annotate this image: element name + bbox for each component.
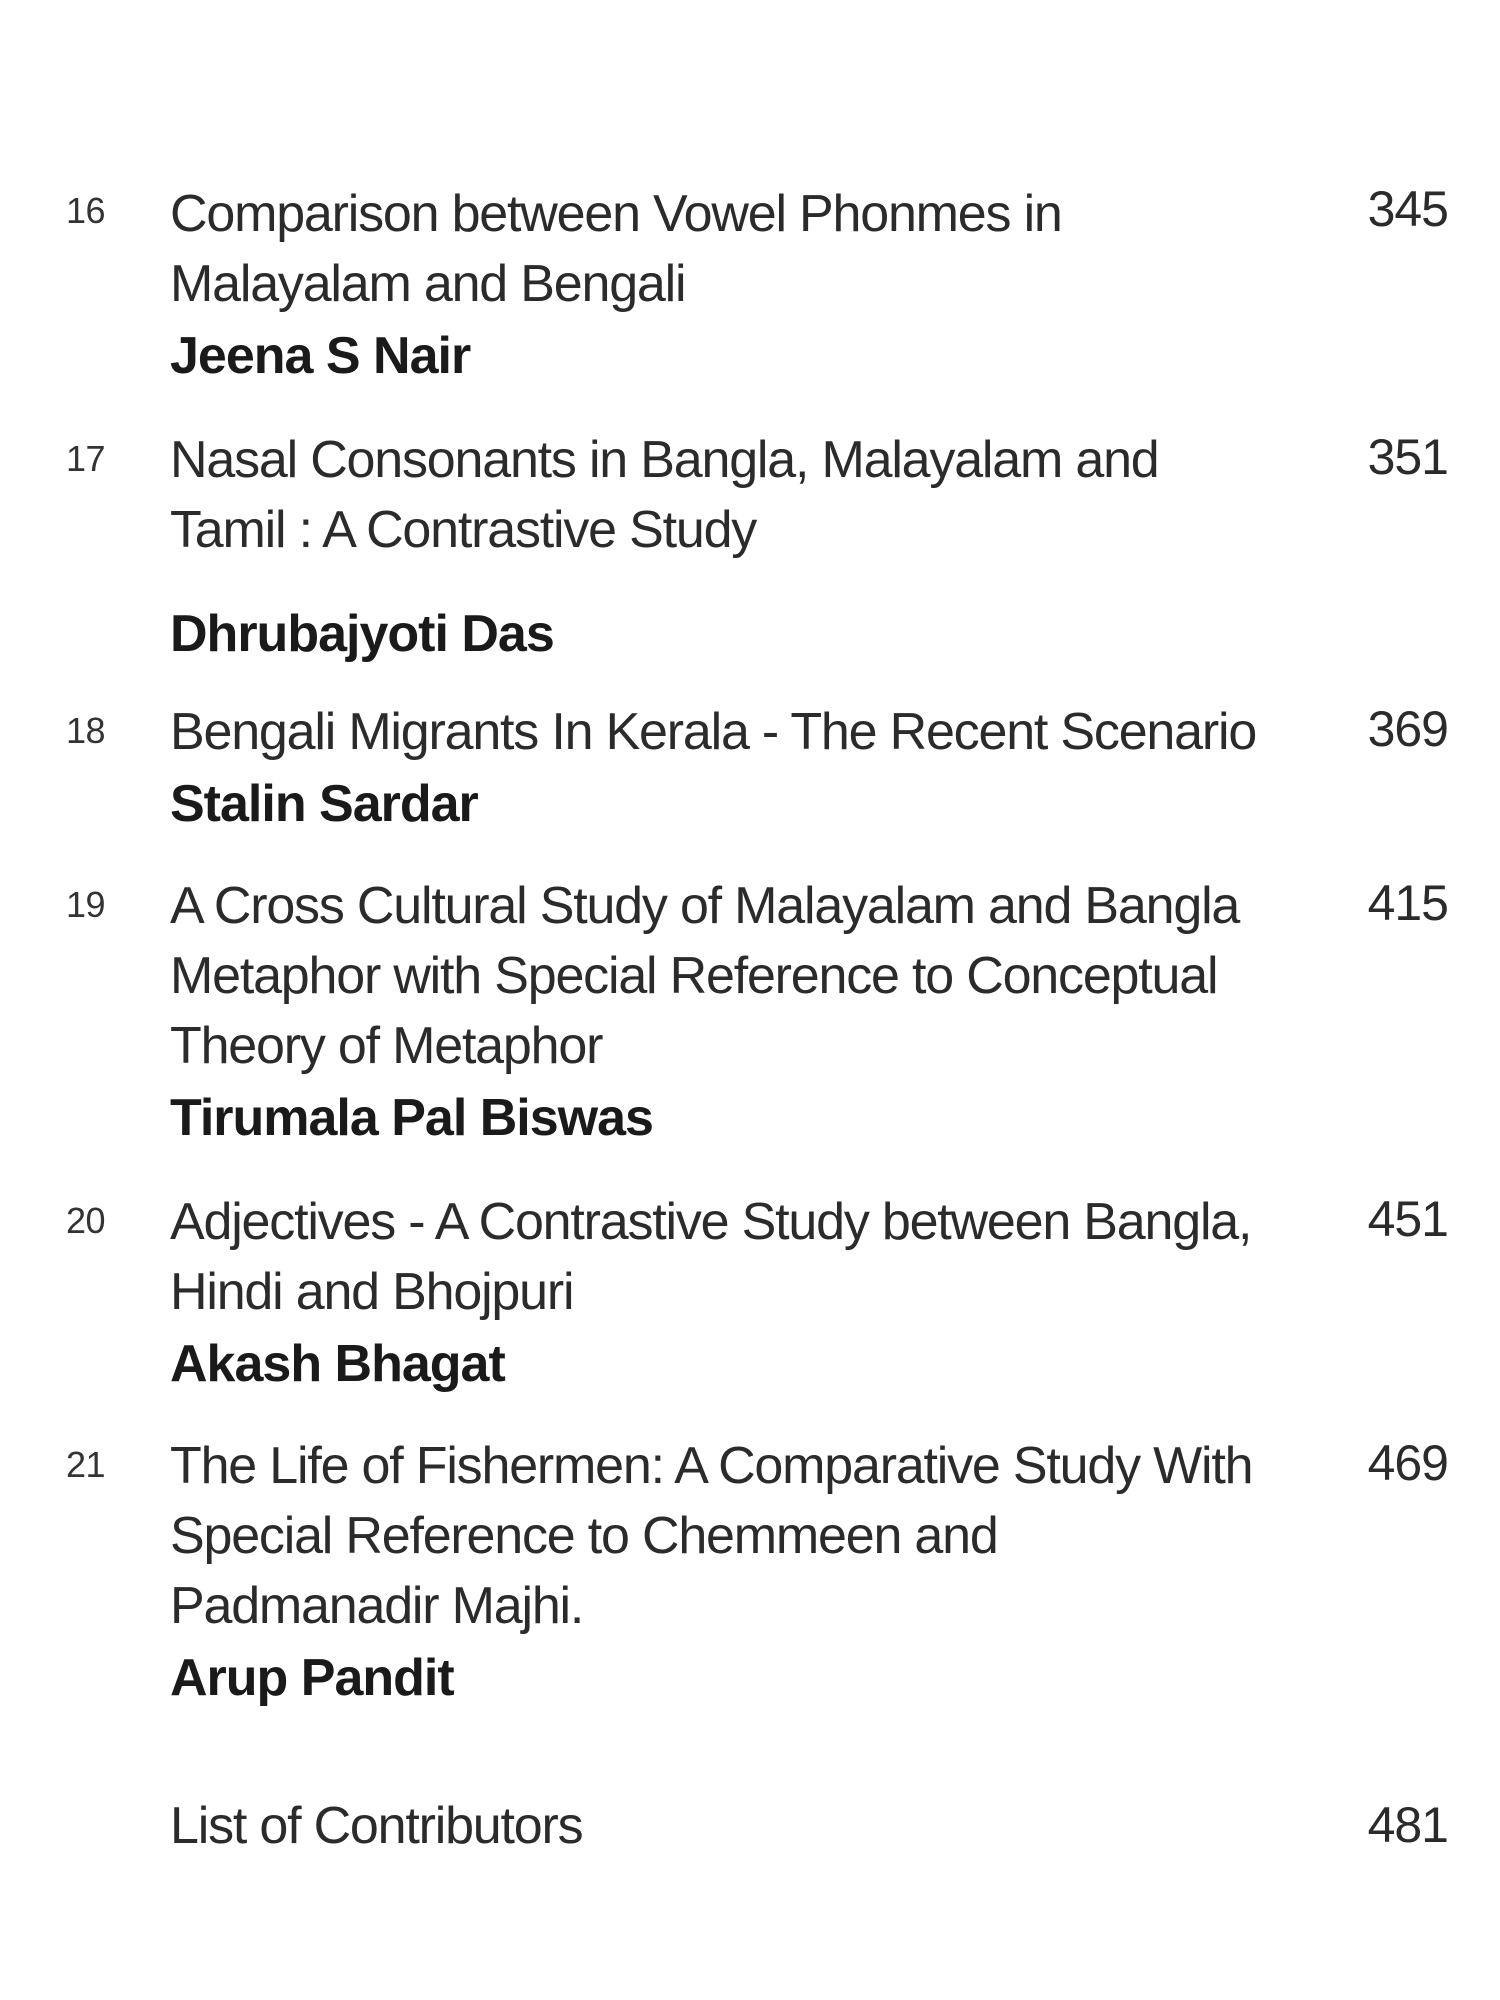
entry-title-line: The Life of Fishermen: A Comparative Study With: [170, 1437, 1253, 1495]
entry-number: 21: [66, 1444, 106, 1485]
entry-author: Akash Bhagat: [170, 1335, 505, 1393]
entry-title-line: Malayalam and Bengali: [170, 255, 686, 313]
entry-page-number: 345: [1367, 181, 1448, 237]
entry-title-line: Comparison between Vowel Phonmes in: [170, 185, 1062, 243]
entry-title-line: Hindi and Bhojpuri: [170, 1263, 574, 1321]
entry-title-line: Theory of Metaphor: [170, 1017, 603, 1075]
entry-title-line: Adjectives - A Contrastive Study between Bangla,: [170, 1193, 1252, 1251]
entry-author: Jeena S Nair: [170, 327, 471, 385]
contributors-page-number: 481: [1367, 1797, 1448, 1853]
entry-author: Tirumala Pal Biswas: [170, 1089, 653, 1147]
entry-number: 20: [66, 1200, 106, 1241]
entry-title-line: Metaphor with Special Reference to Conceptual: [170, 947, 1218, 1005]
entry-title-line: Tamil : A Contrastive Study: [170, 501, 757, 559]
entry-title-line: Padmanadir Majhi.: [170, 1577, 584, 1635]
entry-author: Stalin Sardar: [170, 775, 478, 833]
entry-author: Dhrubajyoti Das: [170, 605, 554, 663]
entry-title-line: Special Reference to Chemmeen and: [170, 1507, 998, 1565]
entry-number: 17: [66, 438, 106, 479]
entry-page-number: 369: [1367, 701, 1448, 757]
entry-title-line: A Cross Cultural Study of Malayalam and Bangla: [170, 877, 1240, 935]
entry-title-line: Bengali Migrants In Kerala - The Recent Scenario: [170, 703, 1257, 761]
entry-number: 19: [66, 884, 106, 925]
entry-page-number: 415: [1367, 875, 1448, 931]
entry-title-line: Nasal Consonants in Bangla, Malayalam and: [170, 431, 1159, 489]
entry-number: 18: [66, 710, 106, 751]
entry-number: 16: [66, 190, 106, 231]
entry-page-number: 469: [1367, 1435, 1448, 1491]
contributors-label: List of Contributors: [170, 1797, 583, 1855]
entry-page-number: 451: [1367, 1191, 1448, 1247]
entry-page-number: 351: [1367, 429, 1448, 485]
entry-author: Arup Pandit: [170, 1649, 454, 1707]
